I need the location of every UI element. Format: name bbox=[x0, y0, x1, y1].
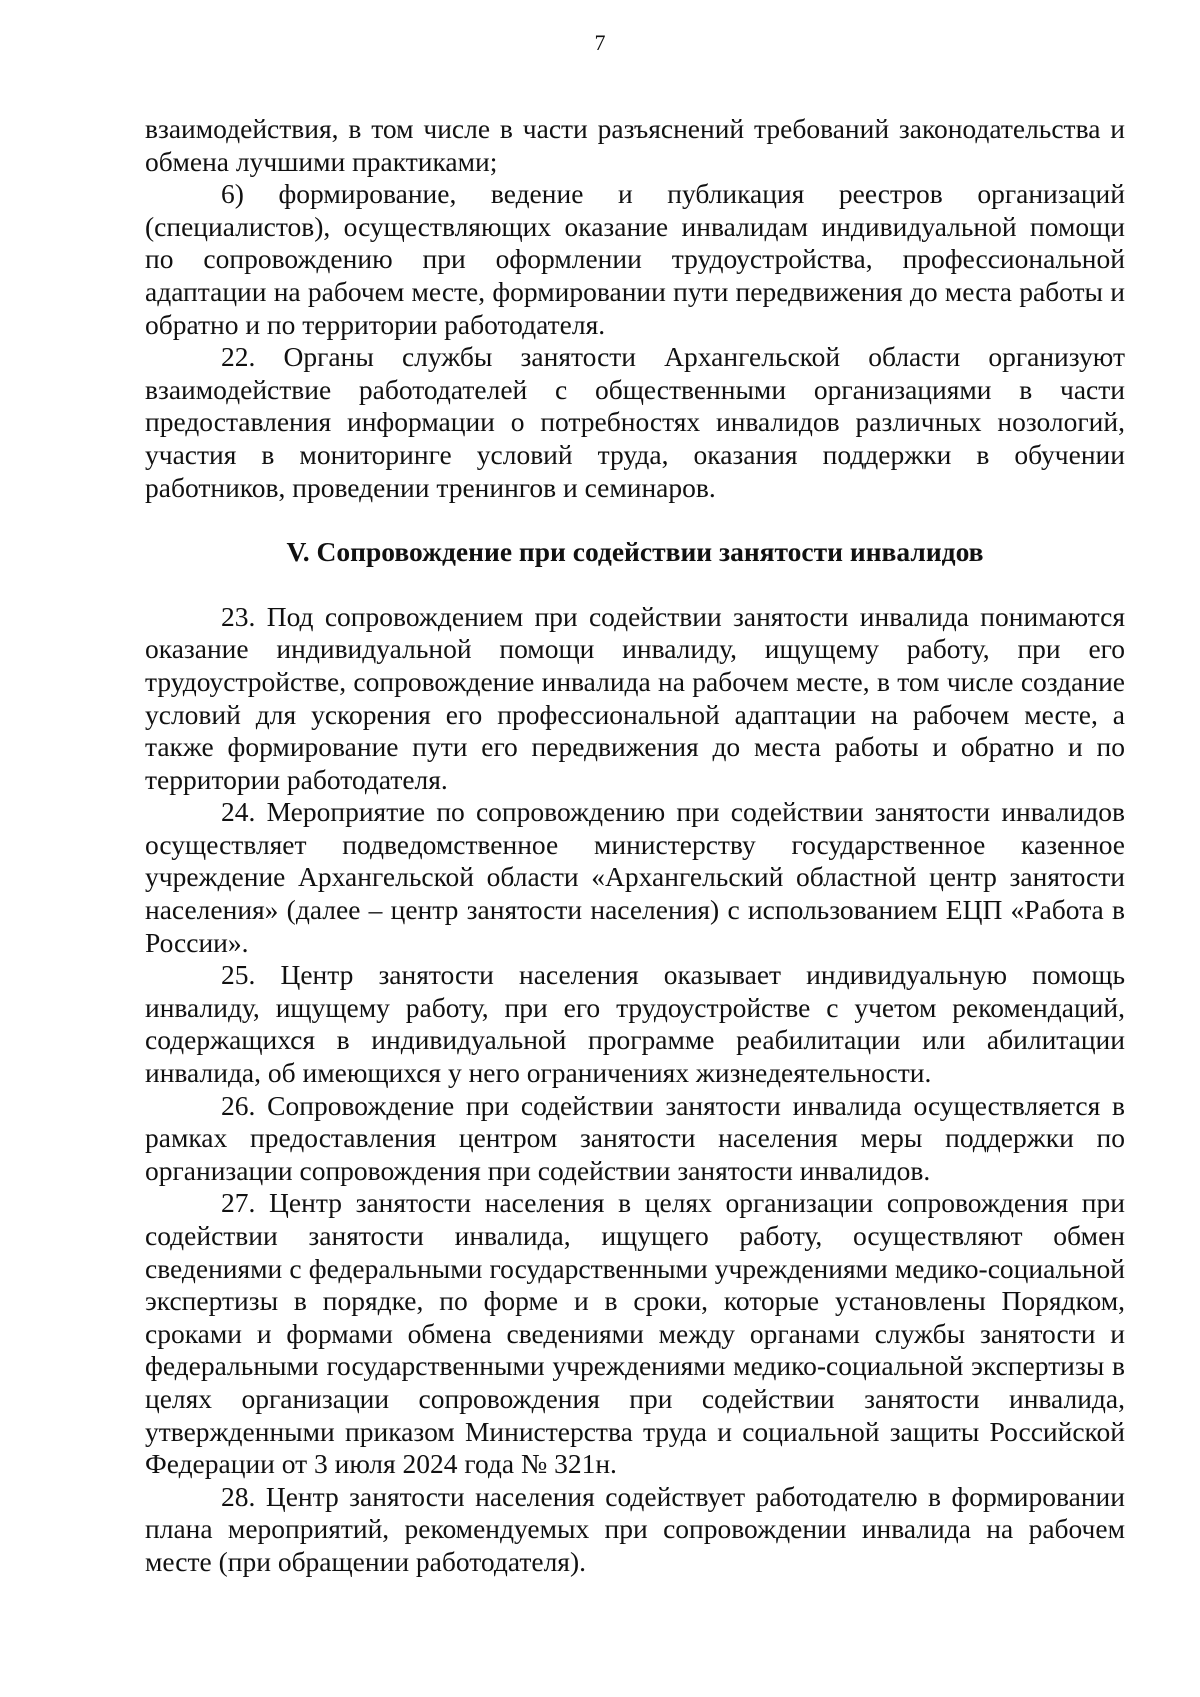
paragraph-26: 26. Сопровождение при содействии занятости инвалида осуществляется в рамках предоставления центром занятости населения меры поддержки по организации сопровождения при содействии занятости инвалидов. bbox=[145, 1089, 1125, 1186]
section-heading: V. Сопровождение при содействии занятости инвалидов bbox=[286, 536, 984, 568]
document-body bbox=[145, 113, 1125, 1579]
paragraph-25: 25. Центр занятости населения оказывает индивидуальную помощь инвалиду, ищущему работу, при его трудоустройстве с учетом рекомендаций, содержащихся в индивидуальной программе реабилитации или абилитации инвалида, об имеющихся у него ограничениях жизнедеятельности. bbox=[145, 959, 1125, 1089]
paragraph-28: 28. Центр занятости населения содействует работодателю в формировании плана мероприятий, рекомендуемых при сопровождении инвалида на рабочем месте (при обращении работодателя). bbox=[145, 1480, 1125, 1577]
paragraph-item-6: 6) формирование, ведение и публикация реестров организаций (специалистов), осуществляющих оказание инвалидам индивидуальной помощи по сопровождению при оформлении трудоустройства, профессиональной адаптации на рабочем месте, формировании пути передвижения до места работы и обратно и по территории работодателя. bbox=[145, 178, 1125, 340]
paragraph-continuation: взаимодействия, в том числе в части разъяснений требований законодательства и обмена лучшими практиками; bbox=[145, 113, 1125, 177]
paragraph-23: 23. Под сопровождением при содействии занятости инвалида понимаются оказание индивидуальной помощи инвалиду, ищущему работу, при его трудоустройстве, сопровождение инвалида на рабочем месте, в том числе создание условий для ускорения его профессиональной адаптации на рабочем месте, а также формирование пути его передвижения до места работы и обратно и по территории работодателя. bbox=[145, 600, 1125, 795]
page-number: 7 bbox=[594, 30, 606, 55]
paragraph-24: 24. Мероприятие по сопровождению при содействии занятости инвалидов осуществляет подведомственное министерству государственное казенное учреждение Архангельской области «Архангельский областной центр занятости населения» (далее – центр занятости населения) с использованием ЕЦП «Работа в России». bbox=[145, 796, 1125, 958]
paragraph-22: 22. Органы службы занятости Архангельской области организуют взаимодействие работодателей с общественными организациями в части предоставления информации о потребностях инвалидов различных нозологий, участия в мониторинге условий труда, оказания поддержки в обучении работников, проведении тренингов и семинаров. bbox=[145, 341, 1125, 503]
paragraph-27: 27. Центр занятости населения в целях организации сопровождения при содействии занятости инвалида, ищущего работу, осуществляют обмен сведениями с федеральными государственными учреждениями медико-социальной экспертизы в порядке, по форме и в сроки, которые установлены Порядком, сроками и формами обмена сведениями между органами службы занятости и федеральными государственными учреждениями медико-социальной экспертизы в целях организации сопровождения при содействии занятости инвалида, утвержденными приказом Министерства труда и социальной защиты Российской Федерации от 3 июля 2024 года № 321н. bbox=[145, 1187, 1125, 1480]
